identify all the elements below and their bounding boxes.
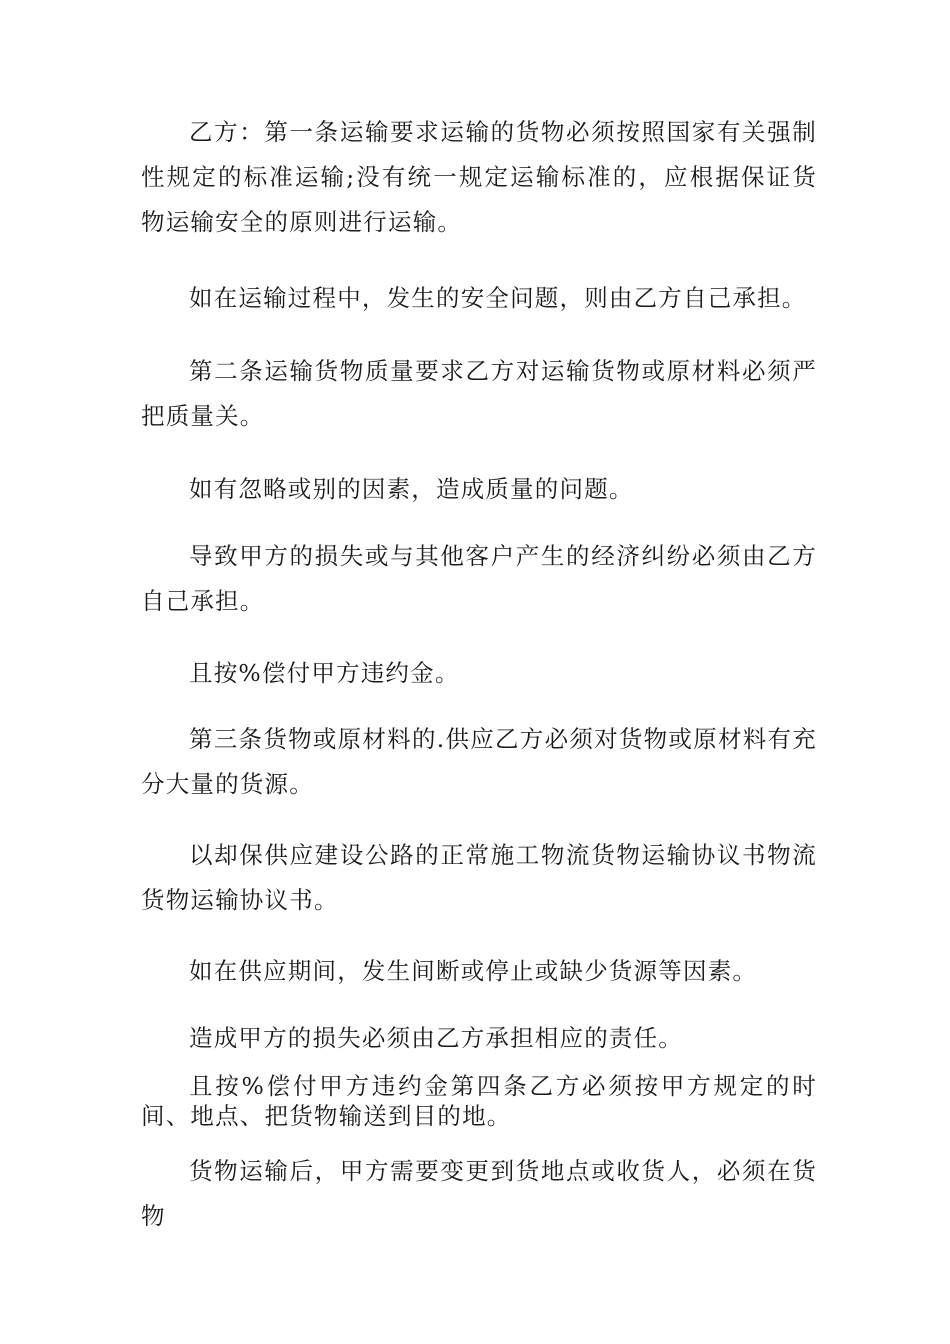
paragraph-quality-requirements: 第二条运输货物质量要求乙方对运输货物或原材料必须严 把质量关。 [141,357,817,430]
paragraph-material-supply: 第三条货物或原材料的.供应乙方必须对货物或原材料有充分大量的货源。 [141,725,817,798]
paragraph-safety-liability: 如在运输过程中，发生的安全问题，则由乙方自己承担。 [189,284,807,312]
paragraph-delivery-terms: 且按%偿付甲方违约金第四条乙方必须按甲方规定的时间、地点、把货物输送到目的地。 [141,1072,817,1130]
paragraph-supply-interruption: 如在供应期间，发生间断或停止或缺少货源等因素。 [189,957,758,985]
paragraph-quality-issues: 如有忽略或别的因素，造成质量的问题。 [189,475,634,503]
paragraph-supply-guarantee: 以却保供应建设公路的正常施工物流货物运输协议书物流 货物运输协议书。 [141,841,817,914]
paragraph-responsibility: 造成甲方的损失必须由乙方承担相应的责任。 [189,1024,683,1052]
paragraph-delivery-change: 货物运输后，甲方需要变更到货地点或收货人，必须在货物 [141,1157,817,1230]
paragraph-transport-requirements: 乙方：第一条运输要求运输的货物必须按照国家有关强制性规定的标准运输;没有统一规定运输标准的，应根据保证货物运输安全的原则进行运输。 [141,118,817,236]
paragraph-penalty: 且按%偿付甲方违约金。 [189,659,460,687]
paragraph-dispute-liability: 导致甲方的损失或与其他客户产生的经济纠纷必须由乙方 自己承担。 [141,542,817,615]
